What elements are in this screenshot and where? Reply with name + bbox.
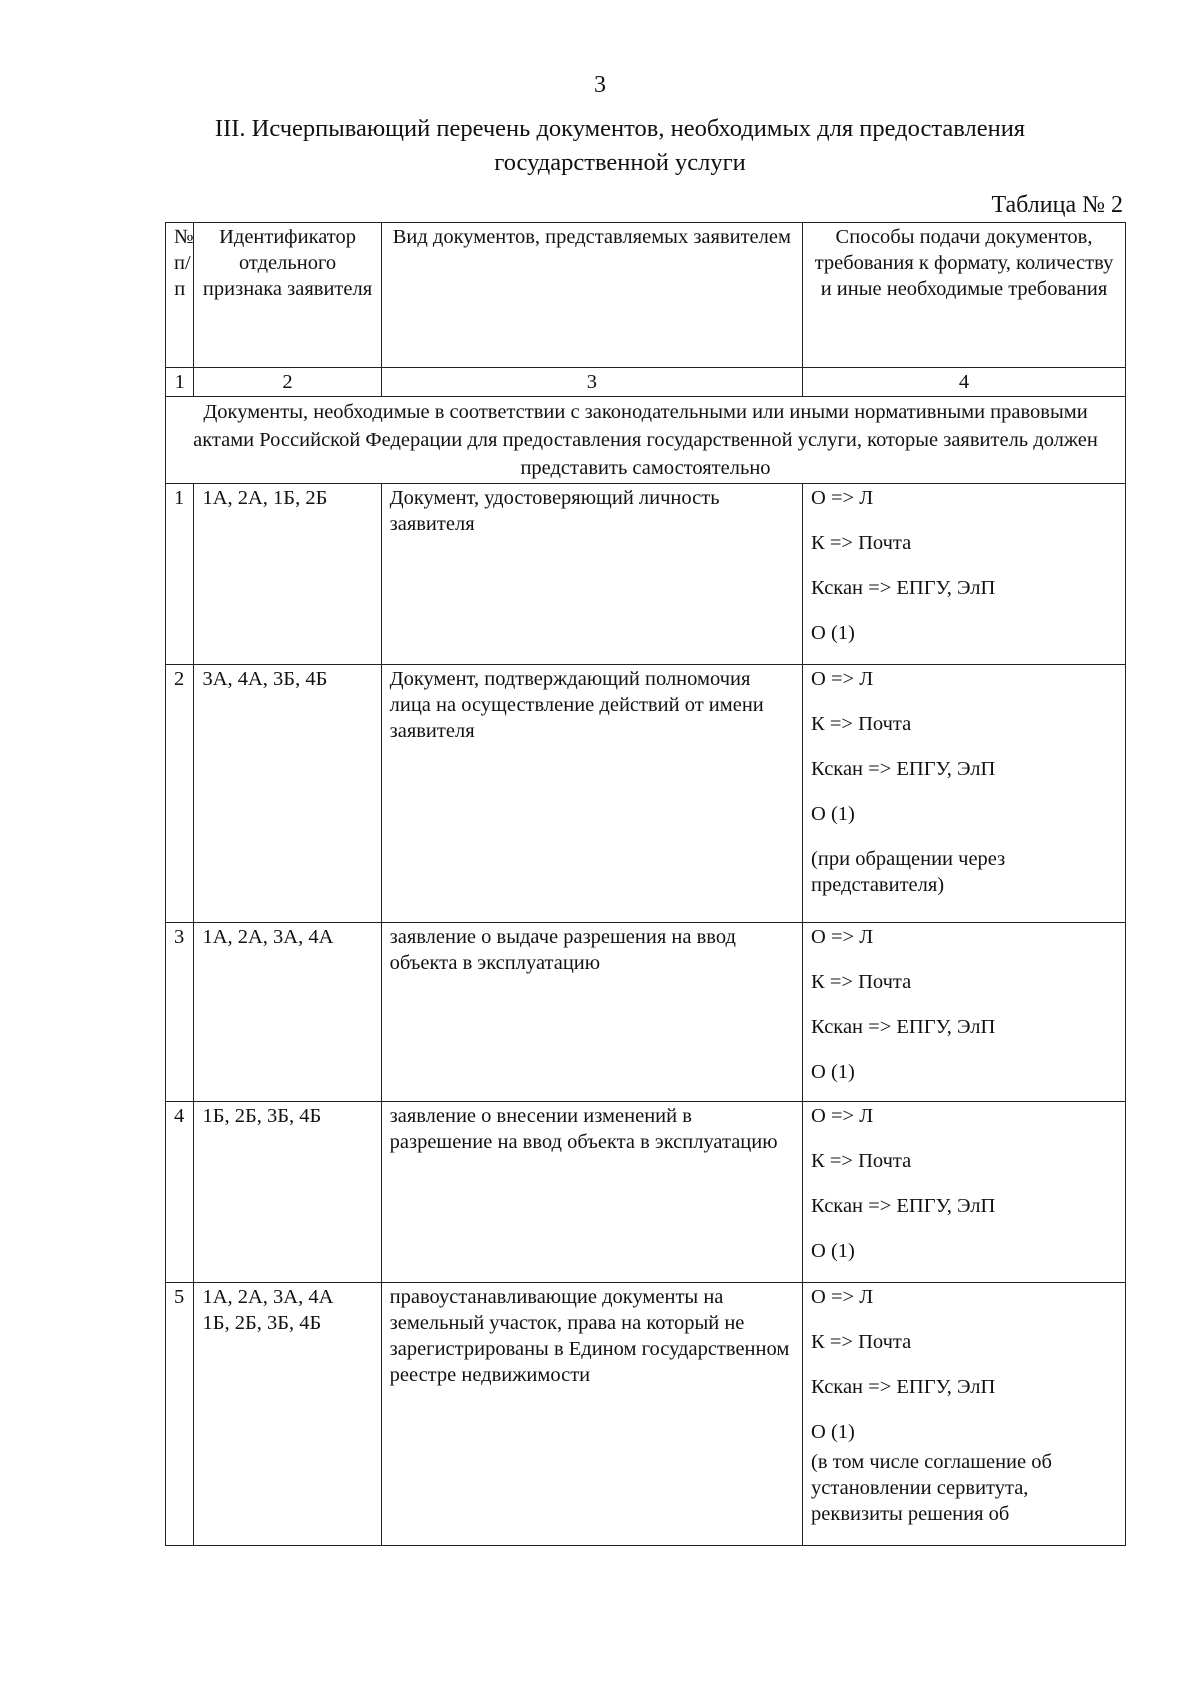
- requirement-line: К => Почта: [811, 713, 912, 735]
- requirement-line: О => Л: [811, 487, 874, 509]
- table-row: [166, 1102, 1126, 1283]
- requirement-line: К => Почта: [811, 1150, 912, 1172]
- table-row: [166, 484, 1126, 665]
- section-heading: Документы, необходимые в соответствии с законодательными или иными нормативными правовыми актами Российской Федерации для предоставления государственной услуги, которые заявитель должен представить самостоятельно: [166, 397, 1126, 484]
- identifier-line: 1Б, 2Б, 3Б, 4Б: [202, 1105, 322, 1127]
- requirement-line: О => Л: [811, 1105, 874, 1127]
- requirement-line: Кскан => ЕПГУ, ЭлП: [811, 577, 996, 599]
- header-cell-number: № п/п: [166, 223, 194, 368]
- requirement-line: К => Почта: [811, 971, 912, 993]
- identifier-line: 3А, 4А, 3Б, 4Б: [202, 668, 328, 690]
- requirement-line: К => Почта: [811, 532, 912, 554]
- requirement-note: (в том числе соглашение об установлении сервитута, реквизиты решения об: [811, 1451, 1052, 1525]
- row-number: 5: [166, 1283, 194, 1546]
- row-number: 2: [166, 665, 194, 923]
- documents-table: [165, 222, 1126, 1546]
- row-identifiers: [194, 484, 381, 665]
- requirement-line: О (1): [811, 1240, 855, 1262]
- column-number: 3: [381, 368, 802, 397]
- requirement-note: (при обращении через представителя): [811, 848, 1006, 896]
- row-identifiers: [194, 1283, 381, 1546]
- requirement-line: О => Л: [811, 926, 874, 948]
- row-document: правоустанавливающие документы на земельный участок, права на который не зарегистрированы в Едином государственном реестре недвижимости: [381, 1283, 802, 1546]
- row-requirements: [803, 665, 1126, 923]
- requirement-line: К => Почта: [811, 1331, 912, 1353]
- row-document: заявление о выдаче разрешения на ввод объекта в эксплуатацию: [381, 923, 802, 1102]
- column-number-row: [166, 368, 1126, 397]
- requirement-line: О (1): [811, 1421, 855, 1443]
- row-document: Документ, удостоверяющий личность заявителя: [381, 484, 802, 665]
- page-number: 3: [594, 72, 606, 98]
- table-row: [166, 665, 1126, 923]
- table-row: [166, 923, 1126, 1102]
- header-cell-document-type: Вид документов, представляемых заявителем: [381, 223, 802, 368]
- table-row: [166, 1283, 1126, 1546]
- row-identifiers: [194, 665, 381, 923]
- row-number: 3: [166, 923, 194, 1102]
- row-requirements: [803, 1102, 1126, 1283]
- identifier-line: 1А, 2А, 1Б, 2Б: [202, 487, 328, 509]
- identifier-line: 1А, 2А, 3А, 4А: [202, 926, 334, 948]
- row-number: 4: [166, 1102, 194, 1283]
- table-caption: Таблица № 2: [991, 192, 1123, 218]
- row-document: Документ, подтверждающий полномочия лица на осуществление действий от имени заявителя: [381, 665, 802, 923]
- requirement-line: О (1): [811, 803, 855, 825]
- requirement-line: Кскан => ЕПГУ, ЭлП: [811, 1376, 996, 1398]
- requirement-line: О => Л: [811, 1286, 874, 1308]
- requirement-line: О => Л: [811, 668, 874, 690]
- row-number: 1: [166, 484, 194, 665]
- identifier-line: 1А, 2А, 3А, 4А: [202, 1286, 334, 1308]
- row-requirements: [803, 484, 1126, 665]
- header-cell-submission-methods: Способы подачи документов, требования к формату, количеству и иные необходимые требования: [803, 223, 1126, 368]
- section-title: III. Исчерпывающий перечень документов, необходимых для предоставления государственной услуги: [214, 115, 1026, 176]
- table-header-row: [166, 223, 1126, 368]
- header-cell-identifier: Идентификатор отдельного признака заявителя: [194, 223, 381, 368]
- identifier-line: 1Б, 2Б, 3Б, 4Б: [202, 1312, 322, 1334]
- row-document: заявление о внесении изменений в разрешение на ввод объекта в эксплуатацию: [381, 1102, 802, 1283]
- requirement-line: Кскан => ЕПГУ, ЭлП: [811, 1195, 996, 1217]
- requirement-line: Кскан => ЕПГУ, ЭлП: [811, 1016, 996, 1038]
- row-identifiers: [194, 923, 381, 1102]
- column-number: 4: [803, 368, 1126, 397]
- requirement-line: О (1): [811, 1061, 855, 1083]
- row-requirements: [803, 1283, 1126, 1546]
- section-heading-row: [166, 397, 1126, 484]
- requirement-line: Кскан => ЕПГУ, ЭлП: [811, 758, 996, 780]
- column-number: 1: [166, 368, 194, 397]
- column-number: 2: [194, 368, 381, 397]
- row-requirements: [803, 923, 1126, 1102]
- requirement-line: О (1): [811, 622, 855, 644]
- row-identifiers: [194, 1102, 381, 1283]
